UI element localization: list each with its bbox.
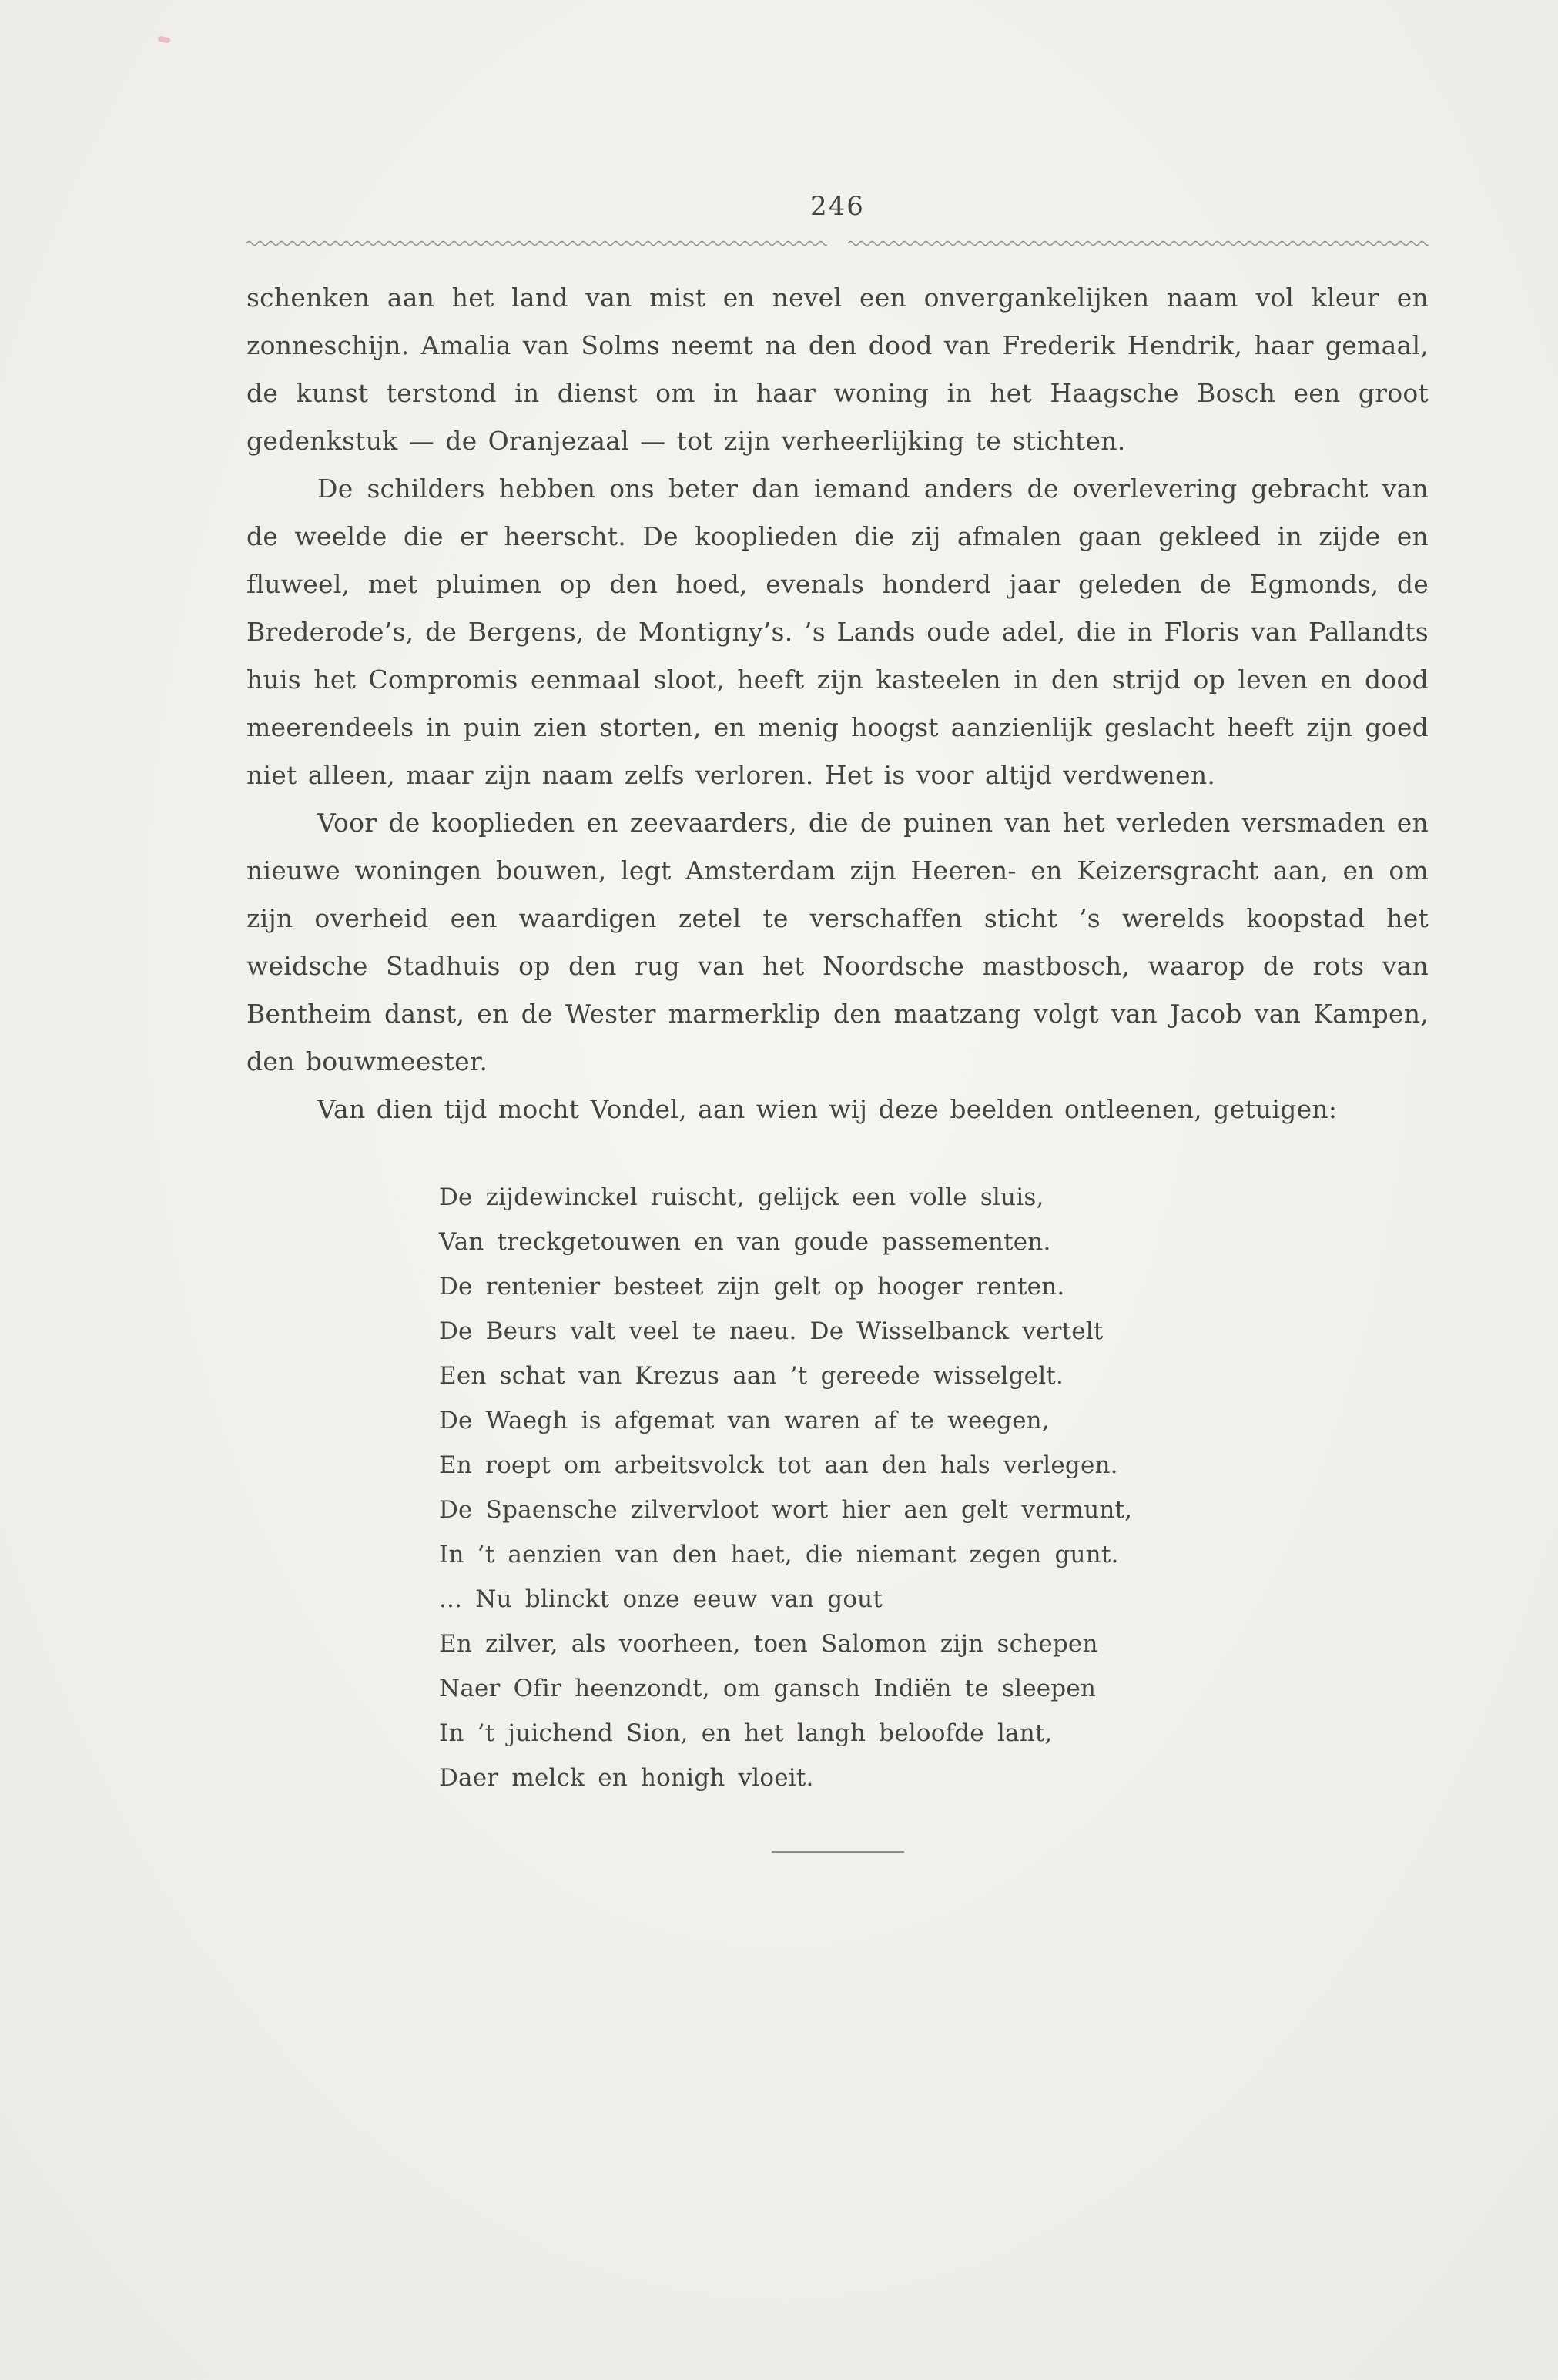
body-text: [246, 274, 1429, 1133]
paragraph: Voor de kooplieden en zeevaarders, die de puinen van het verleden versmaden en nieuwe woningen bouwen, legt Amsterdam zijn Heeren- en Keizersgracht aan, en om zijn overheid een waardigen zetel te verschaffen sticht ’s werelds koopstad het weidsche Stadhuis op den rug van het Noordsche mastbosch, waarop de rots van Bentheim danst, en de Wester marmerklip den maatzang volgt van Jacob van Kampen, den bouwmeester.: [246, 808, 1429, 1076]
wavy-rule-right-icon: [848, 239, 1429, 248]
paragraph: schenken aan het land van mist en nevel een onvergankelijken naam vol kleur en zonneschijn. Amalia van Solms neemt na den dood van Frederik Hendrik, haar gemaal, de kunst terstond in dienst om in haar woning in het Haagsche Bosch een groot gedenkstuk — de Oranjezaal — tot zijn verheerlijking te stichten.: [246, 283, 1429, 456]
poem-line: Een schat van Krezus aan ’t gereede wisselgelt.: [439, 1362, 1064, 1390]
poem-line: De Spaensche zilvervloot wort hier aen gelt vermunt,: [439, 1496, 1133, 1524]
poem-line: In ’t juichend Sion, en het langh beloofde lant,: [439, 1719, 1053, 1747]
paragraph: De schilders hebben ons beter dan iemand anders de overlevering gebracht van de weelde die er heerscht. De kooplieden die zij afmalen gaan gekleed in zijde en fluweel, met pluimen op den hoed, evenals honderd jaar geleden de Egmonds, de Brederode’s, de Bergens, de Montigny’s. ’s Lands oude adel, die in Floris van Pallandts huis het Compromis eenmaal sloot, heeft zijn kasteelen in den strijd op leven en dood meerendeels in puin zien storten, en menig hoogst aanzienlijk geslacht heeft zijn goed niet alleen, maar zijn naam zelfs verloren. Het is voor altijd verdwenen.: [246, 474, 1429, 790]
wavy-rule-left-icon: [246, 239, 827, 248]
poem-line: Van treckgetouwen en van goude passementen.: [439, 1228, 1051, 1256]
section-divider-rule: [772, 1851, 904, 1853]
scan-artifact: [158, 36, 171, 44]
poem-line: ... Nu blinckt onze eeuw van gout: [439, 1585, 883, 1613]
poem-block: [439, 1175, 1429, 1800]
poem-line: De Waegh is afgemat van waren af te weegen,: [439, 1407, 1050, 1434]
poem-line: In ’t aenzien van den haet, die niemant zegen gunt.: [439, 1541, 1119, 1568]
poem-line: Daer melck en honigh vloeit.: [439, 1764, 814, 1792]
poem-line: De rentenier besteet zijn gelt op hooger renten.: [439, 1273, 1065, 1300]
ornamental-rule: [246, 239, 1429, 248]
paragraph: Van dien tijd mocht Vondel, aan wien wij deze beelden ontleenen, getuigen:: [317, 1094, 1338, 1124]
poem-line: De Beurs valt veel te naeu. De Wisselbanck vertelt: [439, 1317, 1104, 1345]
page-number: 246: [810, 191, 865, 222]
poem-line: En roept om arbeitsvolck tot aan den hals verlegen.: [439, 1451, 1118, 1479]
poem-line: De zijdewinckel ruischt, gelijck een volle sluis,: [439, 1183, 1044, 1211]
poem-line: Naer Ofir heenzondt, om gansch Indiën te sleepen: [439, 1675, 1097, 1702]
page-content: [246, 0, 1429, 1853]
poem-line: En zilver, als voorheen, toen Salomon zijn schepen: [439, 1630, 1098, 1658]
